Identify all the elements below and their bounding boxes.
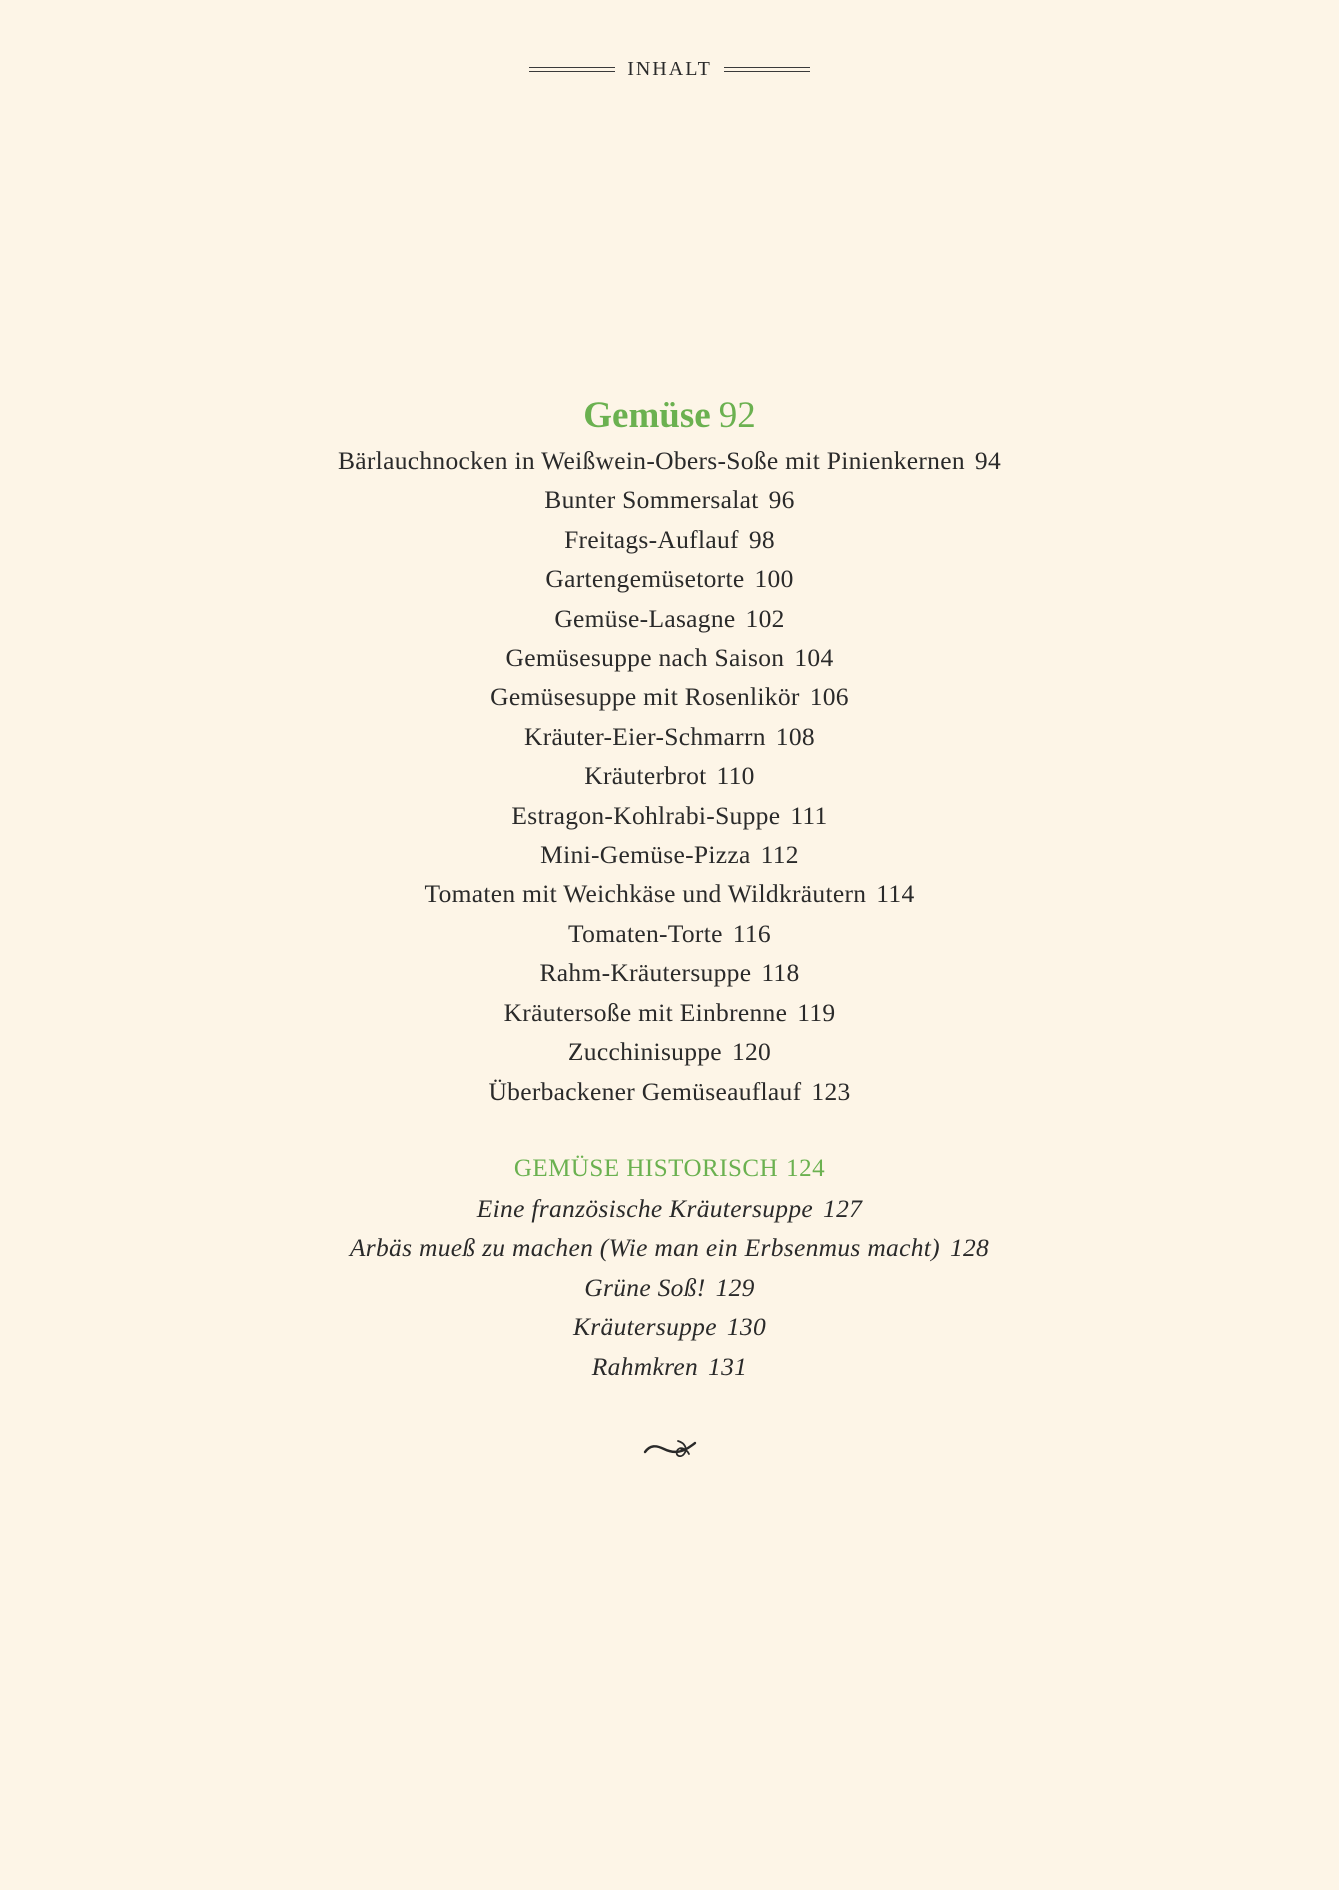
flourish-icon bbox=[642, 1434, 698, 1466]
toc-entry bbox=[0, 441, 1339, 480]
page-header bbox=[0, 58, 1339, 81]
entry-title: Rahm-Kräutersuppe bbox=[539, 958, 752, 988]
toc-entry bbox=[0, 559, 1339, 598]
entry-title: Tomaten mit Weichkäse und Wildkräutern bbox=[424, 879, 867, 909]
entry-title: Rahmkren bbox=[591, 1351, 699, 1381]
entry-page: 123 bbox=[811, 1076, 851, 1106]
toc-entry bbox=[0, 756, 1339, 795]
header-title: INHALT bbox=[627, 58, 712, 80]
entry-title: Mini-Gemüse-Pizza bbox=[540, 840, 751, 870]
entry-page: 100 bbox=[754, 564, 794, 594]
entry-title: Kräutersuppe bbox=[572, 1312, 717, 1342]
toc-entry bbox=[0, 796, 1339, 835]
entry-title: Gemüsesuppe mit Rosenlikör bbox=[490, 682, 800, 712]
toc-entry bbox=[0, 520, 1339, 559]
subsection-title bbox=[0, 1149, 1339, 1189]
toc-entry-historic bbox=[0, 1189, 1339, 1228]
entry-page: 104 bbox=[794, 643, 834, 673]
entry-page: 94 bbox=[974, 446, 1002, 475]
entry-page: 127 bbox=[823, 1193, 863, 1223]
section-page-number: 92 bbox=[718, 395, 756, 436]
section-title-text: Gemüse bbox=[583, 395, 711, 436]
toc-entry bbox=[0, 1032, 1339, 1071]
entry-title: Kräuter-Eier-Schmarrn bbox=[524, 721, 766, 751]
entry-page: 96 bbox=[768, 485, 795, 515]
entry-title: Zucchinisuppe bbox=[567, 1037, 722, 1067]
entry-page: 130 bbox=[726, 1312, 766, 1342]
entry-page: 111 bbox=[790, 800, 828, 830]
entry-page: 119 bbox=[797, 997, 836, 1027]
entry-title: Freitags-Auflauf bbox=[564, 524, 739, 554]
entry-page: 129 bbox=[715, 1272, 755, 1302]
toc-entry bbox=[0, 874, 1339, 913]
entry-page: 110 bbox=[716, 761, 755, 791]
toc-entry bbox=[0, 638, 1339, 677]
toc-entry bbox=[0, 480, 1339, 519]
entry-page: 112 bbox=[760, 840, 799, 870]
entry-title: Überbackener Gemüseauflauf bbox=[488, 1076, 802, 1106]
entry-page: 116 bbox=[732, 918, 771, 948]
subsection-title-text: GEMÜSE HISTORISCH bbox=[513, 1154, 779, 1182]
entry-title: Eine französische Kräutersuppe bbox=[476, 1193, 814, 1223]
toc-entry bbox=[0, 953, 1339, 992]
entry-title: Grüne Soß! bbox=[584, 1272, 706, 1302]
entry-title: Arbäs mueß zu machen (Wie man ein Erbsenmus macht) bbox=[349, 1233, 940, 1263]
entry-title: Gemüse-Lasagne bbox=[554, 603, 736, 633]
entry-title: Kräuterbrot bbox=[584, 761, 707, 791]
entry-title: Bunter Sommersalat bbox=[544, 485, 759, 515]
toc-entry bbox=[0, 599, 1339, 638]
entry-page: 106 bbox=[809, 682, 849, 712]
entry-page: 120 bbox=[731, 1037, 772, 1067]
entry-title: Bärlauchnocken in Weißwein-Obers-Soße mit Pinienkernen bbox=[337, 446, 965, 475]
entry-title: Gemüsesuppe nach Saison bbox=[505, 643, 785, 673]
entry-title: Gartengemüsetorte bbox=[545, 564, 745, 594]
header-rule-left bbox=[529, 67, 615, 72]
entry-page: 131 bbox=[708, 1351, 748, 1381]
toc-entry bbox=[0, 677, 1339, 716]
toc-entry-historic bbox=[0, 1268, 1339, 1307]
entry-title: Kräutersoße mit Einbrenne bbox=[503, 997, 788, 1027]
entry-page: 98 bbox=[748, 524, 775, 554]
toc-entry bbox=[0, 1072, 1339, 1111]
entry-page: 102 bbox=[745, 603, 785, 633]
entry-title: Tomaten-Torte bbox=[568, 918, 723, 948]
toc-entry-historic bbox=[0, 1307, 1339, 1346]
toc-entry bbox=[0, 717, 1339, 756]
section-title bbox=[0, 393, 1339, 439]
entry-title: Estragon-Kohlrabi-Suppe bbox=[511, 800, 781, 830]
toc-entry-historic bbox=[0, 1228, 1339, 1267]
subsection-page-number: 124 bbox=[786, 1154, 826, 1182]
toc-entry-historic bbox=[0, 1347, 1339, 1386]
toc-entry bbox=[0, 835, 1339, 874]
ornament bbox=[0, 1434, 1339, 1466]
entry-page: 108 bbox=[775, 721, 815, 751]
toc-entry bbox=[0, 914, 1339, 953]
entry-page: 114 bbox=[876, 879, 915, 909]
header-rule-right bbox=[724, 67, 810, 72]
entry-page: 128 bbox=[949, 1233, 990, 1263]
table-of-contents bbox=[0, 393, 1339, 1386]
entry-page: 118 bbox=[761, 958, 800, 988]
toc-entry bbox=[0, 993, 1339, 1032]
